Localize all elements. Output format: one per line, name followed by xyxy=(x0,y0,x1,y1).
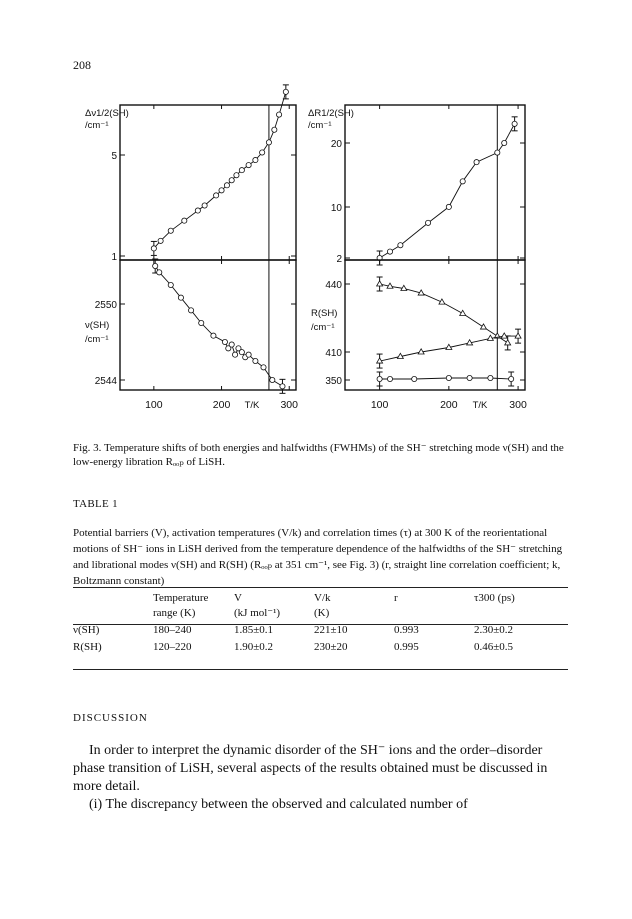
data-point xyxy=(387,376,392,381)
header-cell-tau: τ300 (ps) xyxy=(474,592,515,604)
header-cell-temperature: Temperature range (K) xyxy=(153,592,209,619)
x-tick-label: 300 xyxy=(280,399,298,411)
table-cell: 0.995 xyxy=(394,641,419,653)
series-line xyxy=(380,124,515,258)
table-cell: 2.30±0.2 xyxy=(474,624,514,636)
data-point xyxy=(283,89,288,94)
data-point xyxy=(234,173,239,178)
y-tick-label: 2 xyxy=(336,254,342,265)
data-point xyxy=(488,375,493,380)
data-point xyxy=(509,376,514,381)
data-point xyxy=(270,377,275,382)
header-cell-vk: V/k (K) xyxy=(314,592,331,619)
y-axis-label: ν(SH) xyxy=(85,320,110,331)
data-point xyxy=(266,140,271,145)
data-point xyxy=(446,204,451,209)
y-tick-label: 20 xyxy=(330,139,342,150)
figure-caption: Fig. 3. Temperature shifts of both energies and halfwidths (FWHMs) of the SH⁻ stretching mode ν(SH) and the low-energy libration Rₒₒₚ of LiSH. xyxy=(73,442,564,468)
data-point xyxy=(495,150,500,155)
series-line xyxy=(154,92,286,249)
data-point xyxy=(377,376,382,381)
data-point xyxy=(219,188,224,193)
data-point xyxy=(446,375,451,380)
table-row xyxy=(73,639,568,656)
data-point xyxy=(502,140,507,145)
data-point xyxy=(211,333,216,338)
paragraph: (i) The discrepancy between the observed and calculated number of xyxy=(89,797,468,812)
data-point xyxy=(168,282,173,287)
data-point xyxy=(253,358,258,363)
header-cell-v: V (kJ mol⁻¹) xyxy=(234,592,281,619)
y-tick-label: 410 xyxy=(325,348,342,359)
x-tick-label: 300 xyxy=(509,399,527,411)
y-axis-label-unit: /cm⁻¹ xyxy=(85,120,109,131)
data-point xyxy=(182,218,187,223)
header-cell xyxy=(73,591,153,622)
data-point xyxy=(232,352,237,357)
data-point xyxy=(157,270,162,275)
y-tick-label: 440 xyxy=(325,280,342,291)
figure-3 xyxy=(0,0,632,440)
data-point xyxy=(512,121,517,126)
y-axis-label: ΔR1/2(SH) xyxy=(308,108,354,119)
data-point xyxy=(480,324,486,329)
data-point xyxy=(239,168,244,173)
panel-frame xyxy=(120,105,296,260)
table-top-rule xyxy=(73,587,568,588)
data-point xyxy=(246,163,251,168)
table-cell: 180–240 xyxy=(153,624,192,636)
data-point xyxy=(272,127,277,132)
x-tick-label: 200 xyxy=(440,399,458,411)
data-point xyxy=(195,208,200,213)
y-axis-label: R(SH) xyxy=(311,308,338,319)
x-axis-label: T/K xyxy=(244,400,260,411)
data-point xyxy=(467,375,472,380)
data-point xyxy=(425,220,430,225)
y-axis-label-unit: /cm⁻¹ xyxy=(85,334,109,345)
y-tick-label: 2550 xyxy=(94,300,117,311)
data-point xyxy=(239,350,244,355)
data-point xyxy=(474,160,479,165)
data-point xyxy=(398,243,403,248)
data-point xyxy=(222,339,227,344)
y-axis-label-unit: /cm⁻¹ xyxy=(308,120,332,131)
table-header-row xyxy=(73,591,568,622)
table-cell: 0.46±0.5 xyxy=(474,641,514,653)
page-number: 208 xyxy=(73,58,91,72)
data-point xyxy=(460,179,465,184)
y-tick-label: 10 xyxy=(330,203,342,214)
data-point xyxy=(505,340,511,345)
data-point xyxy=(168,228,173,233)
x-axis-label: T/K xyxy=(472,400,488,411)
table-cell: 0.993 xyxy=(394,624,419,636)
x-tick-label: 100 xyxy=(370,399,389,411)
y-tick-label: 5 xyxy=(111,151,117,162)
data-point xyxy=(261,365,266,370)
paragraph: In order to interpret the dynamic disorder of the SH⁻ ions and the order–disorder phase transition of LiSH, several aspects of the results obtained must be discussed in more detail. xyxy=(73,743,548,794)
table-cell: 1.85±0.1 xyxy=(234,624,274,636)
header-cell-r: r xyxy=(394,592,398,604)
data-table xyxy=(73,591,568,656)
data-point xyxy=(515,333,521,338)
data-point xyxy=(229,342,234,347)
section-heading: DISCUSSION xyxy=(73,712,148,724)
data-point xyxy=(158,238,163,243)
data-point xyxy=(280,384,285,389)
data-point xyxy=(224,183,229,188)
data-point xyxy=(253,157,258,162)
y-tick-label: 1 xyxy=(111,252,117,263)
table-bottom-rule xyxy=(73,669,568,670)
data-point xyxy=(178,295,183,300)
data-point xyxy=(387,249,392,254)
body-text xyxy=(73,742,573,814)
table-cell: 1.90±0.2 xyxy=(234,641,274,653)
x-tick-label: 100 xyxy=(145,399,163,411)
table-cell: ν(SH) xyxy=(73,624,100,636)
data-point xyxy=(214,193,219,198)
table-caption: Potential barriers (V), activation temperatures (V/k) and correlation times (τ) at 300 K of the reorientational motions of SH⁻ ions in LiSH derived from the temperature dependence of the halfwidths of the SH⁻ stretching and librational modes ν(SH) and R(SH) (Rₒₒₚ at 351 cm⁻¹, see Fig. 3) (r, straight line correlation coefficient; k, Boltzmann constant) xyxy=(73,527,563,587)
table-cell: 120–220 xyxy=(153,641,192,653)
data-point xyxy=(229,178,234,183)
data-point xyxy=(188,308,193,313)
data-point xyxy=(246,352,251,357)
y-axis-label: Δν1/2(SH) xyxy=(85,108,129,119)
data-point xyxy=(199,320,204,325)
panel-frame xyxy=(345,260,525,390)
data-point xyxy=(412,376,417,381)
table-cell: 221±10 xyxy=(314,624,348,636)
data-point xyxy=(202,203,207,208)
panel-frame xyxy=(120,260,296,390)
table-row xyxy=(73,622,568,639)
y-tick-label: 350 xyxy=(325,376,342,387)
data-point xyxy=(260,150,265,155)
data-point xyxy=(151,246,156,251)
y-tick-label: 2544 xyxy=(94,376,117,387)
data-point xyxy=(377,281,383,286)
data-point xyxy=(460,310,466,315)
series-line xyxy=(380,284,508,343)
table-cell: 230±20 xyxy=(314,641,348,653)
data-point xyxy=(153,263,158,268)
table-cell: R(SH) xyxy=(73,641,102,653)
x-tick-label: 200 xyxy=(212,399,231,411)
table-label: TABLE 1 xyxy=(73,498,118,510)
data-point xyxy=(276,112,281,117)
panel-frame xyxy=(345,105,525,260)
y-axis-label-unit: /cm⁻¹ xyxy=(311,322,335,333)
